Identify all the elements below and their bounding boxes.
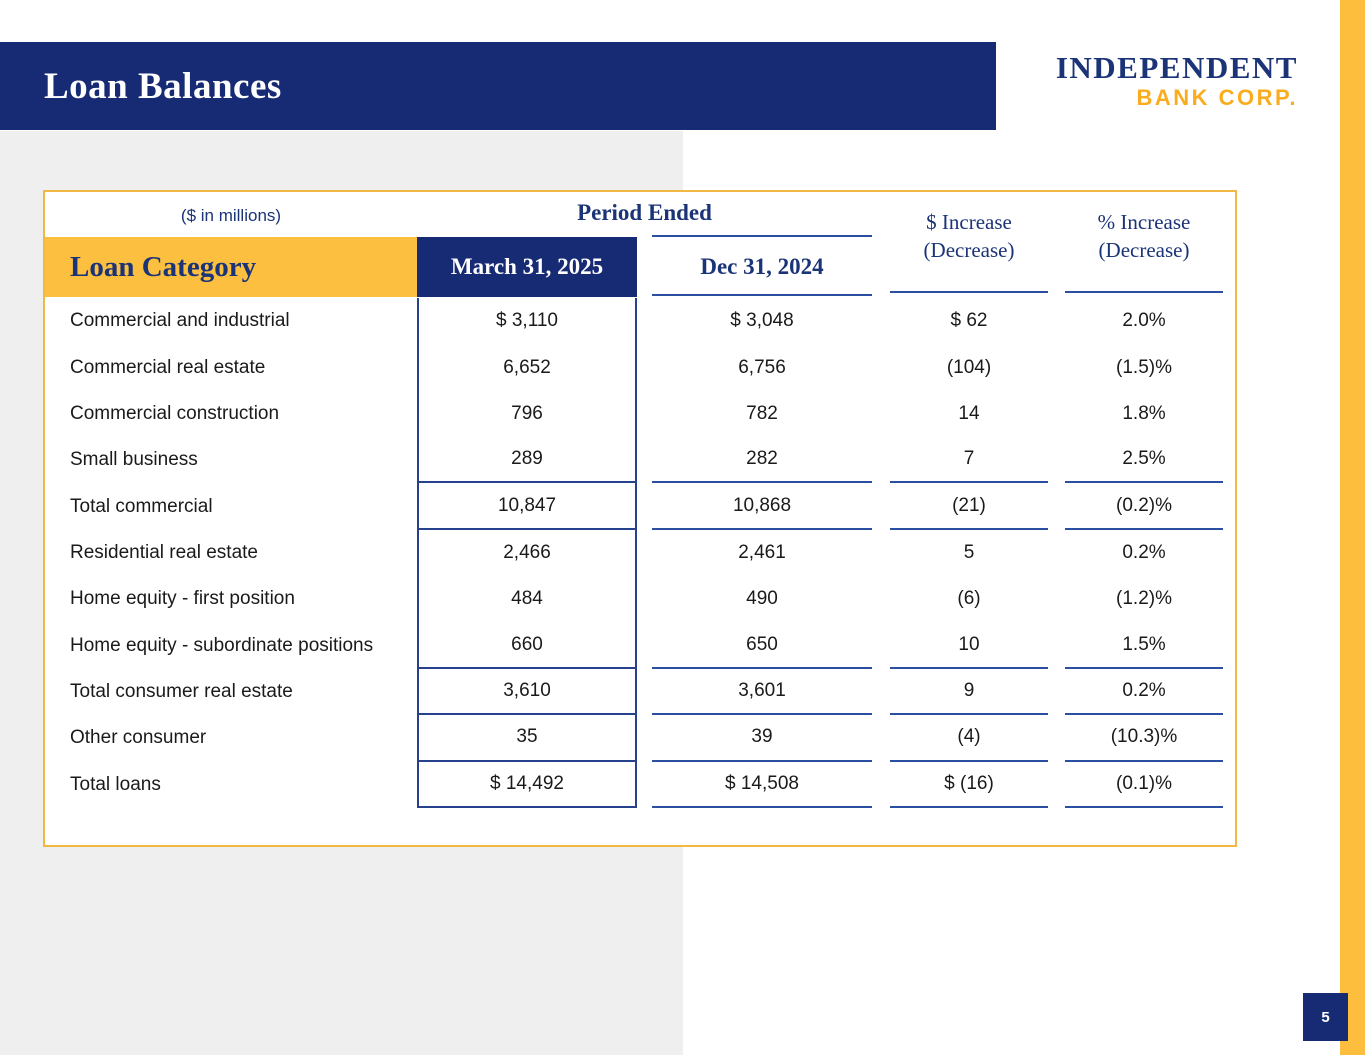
row-pct-change: (10.3)% — [1065, 715, 1223, 761]
row-pct-change: (1.5)% — [1116, 356, 1172, 378]
row-category: Commercial real estate — [70, 356, 266, 378]
logo-subtext: BANK CORP. — [1136, 85, 1298, 110]
row-dollar-change: (21) — [890, 483, 1048, 529]
row-category: Residential real estate — [70, 541, 258, 563]
row-pct-change: 0.2% — [1065, 669, 1223, 715]
row-pct-change: 0.2% — [1122, 541, 1166, 563]
table-row-total-consumer-real-estate — [45, 669, 1239, 715]
dollar-change-header-underline — [890, 291, 1048, 293]
row-pct-change: 1.5% — [1065, 623, 1223, 669]
table-row-total-loans — [45, 762, 1239, 808]
page-number-badge — [1303, 993, 1348, 1041]
units-note: ($ in millions) — [180, 206, 282, 225]
logo-wordmark: INDEPENDENT — [1055, 50, 1298, 85]
page-number: 5 — [1321, 1008, 1330, 1026]
row-dollar-change: 7 — [890, 437, 1048, 483]
right-gold-stripe — [1340, 0, 1365, 1055]
row-march-value: $ 14,492 — [417, 762, 637, 808]
table-row — [45, 715, 1239, 761]
row-dec-value: 782 — [746, 402, 778, 424]
row-dec-value: 282 — [652, 437, 872, 483]
row-pct-change: 1.8% — [1122, 402, 1166, 424]
row-pct-change: 2.0% — [1122, 310, 1166, 332]
row-dollar-change: (4) — [890, 715, 1048, 761]
pct-change-header-underline — [1065, 291, 1223, 293]
row-march-value: 796 — [417, 391, 637, 437]
table-row — [45, 391, 1239, 437]
column-header-loan-category: Loan Category — [45, 237, 417, 297]
row-march-value: 3,610 — [417, 669, 637, 715]
company-logo — [1056, 52, 1298, 109]
row-march-value: 35 — [417, 715, 637, 761]
row-dec-value: $ 3,048 — [730, 310, 794, 332]
table-row — [45, 298, 1239, 344]
row-march-value: 289 — [417, 437, 637, 483]
row-dec-value: 39 — [652, 715, 872, 761]
row-dollar-change: 5 — [963, 541, 975, 563]
table-row — [45, 623, 1239, 669]
table-row — [45, 576, 1239, 622]
row-march-value: 660 — [417, 623, 637, 669]
row-category: Total commercial — [70, 495, 213, 517]
row-category: Home equity - subordinate positions — [70, 634, 374, 656]
dollar-change-line2: (Decrease) — [923, 238, 1015, 262]
table-rows — [45, 298, 1239, 808]
row-march-value: $ 3,110 — [417, 298, 637, 344]
period-ended-underline — [652, 235, 872, 237]
pct-change-line2: (Decrease) — [1098, 238, 1190, 262]
row-pct-change: (0.1)% — [1065, 762, 1223, 808]
row-category: Commercial and industrial — [70, 310, 290, 332]
row-pct-change: (1.2)% — [1116, 588, 1172, 610]
dollar-change-line1: $ Increase — [926, 210, 1012, 234]
table-row — [45, 530, 1239, 576]
row-dec-value: 3,601 — [652, 669, 872, 715]
row-category: Total loans — [70, 773, 161, 795]
row-dec-value: 2,461 — [738, 541, 786, 563]
row-category: Total consumer real estate — [70, 681, 293, 703]
row-dollar-change: $ 62 — [950, 310, 988, 332]
row-pct-change: (0.2)% — [1065, 483, 1223, 529]
table-row — [45, 437, 1239, 483]
title-bar — [0, 42, 996, 130]
row-category: Commercial construction — [70, 402, 280, 424]
row-dollar-change: 14 — [958, 402, 980, 424]
row-pct-change: 2.5% — [1065, 437, 1223, 483]
table-row — [45, 344, 1239, 390]
row-dollar-change: (104) — [946, 356, 992, 378]
row-march-value: 10,847 — [417, 483, 637, 529]
row-dollar-change: 9 — [890, 669, 1048, 715]
row-category: Home equity - first position — [70, 588, 295, 610]
row-dec-value: 6,756 — [738, 356, 786, 378]
row-dec-value: 490 — [746, 588, 778, 610]
loan-balances-table — [43, 190, 1237, 847]
row-dec-value: 650 — [652, 623, 872, 669]
column-header-dollar-change — [890, 208, 1048, 264]
column-header-march-2025: March 31, 2025 — [417, 237, 637, 297]
row-dollar-change: 10 — [890, 623, 1048, 669]
row-march-value: 6,652 — [417, 344, 637, 390]
pct-change-line1: % Increase — [1097, 210, 1191, 234]
dec-header-underline — [652, 294, 872, 296]
column-header-dec-2024: Dec 31, 2024 — [700, 253, 824, 279]
row-dollar-change: $ (16) — [890, 762, 1048, 808]
row-dec-value: 10,868 — [652, 483, 872, 529]
row-dec-value: $ 14,508 — [652, 762, 872, 808]
page-title: Loan Balances — [44, 65, 282, 107]
row-march-value: 2,466 — [417, 530, 637, 576]
row-category: Small business — [70, 449, 198, 471]
column-header-pct-change — [1065, 208, 1223, 264]
row-dollar-change: (6) — [957, 588, 981, 610]
table-row-total-commercial — [45, 483, 1239, 529]
row-march-value: 484 — [417, 576, 637, 622]
period-ended-header: Period Ended — [577, 200, 712, 225]
row-category: Other consumer — [70, 727, 207, 749]
